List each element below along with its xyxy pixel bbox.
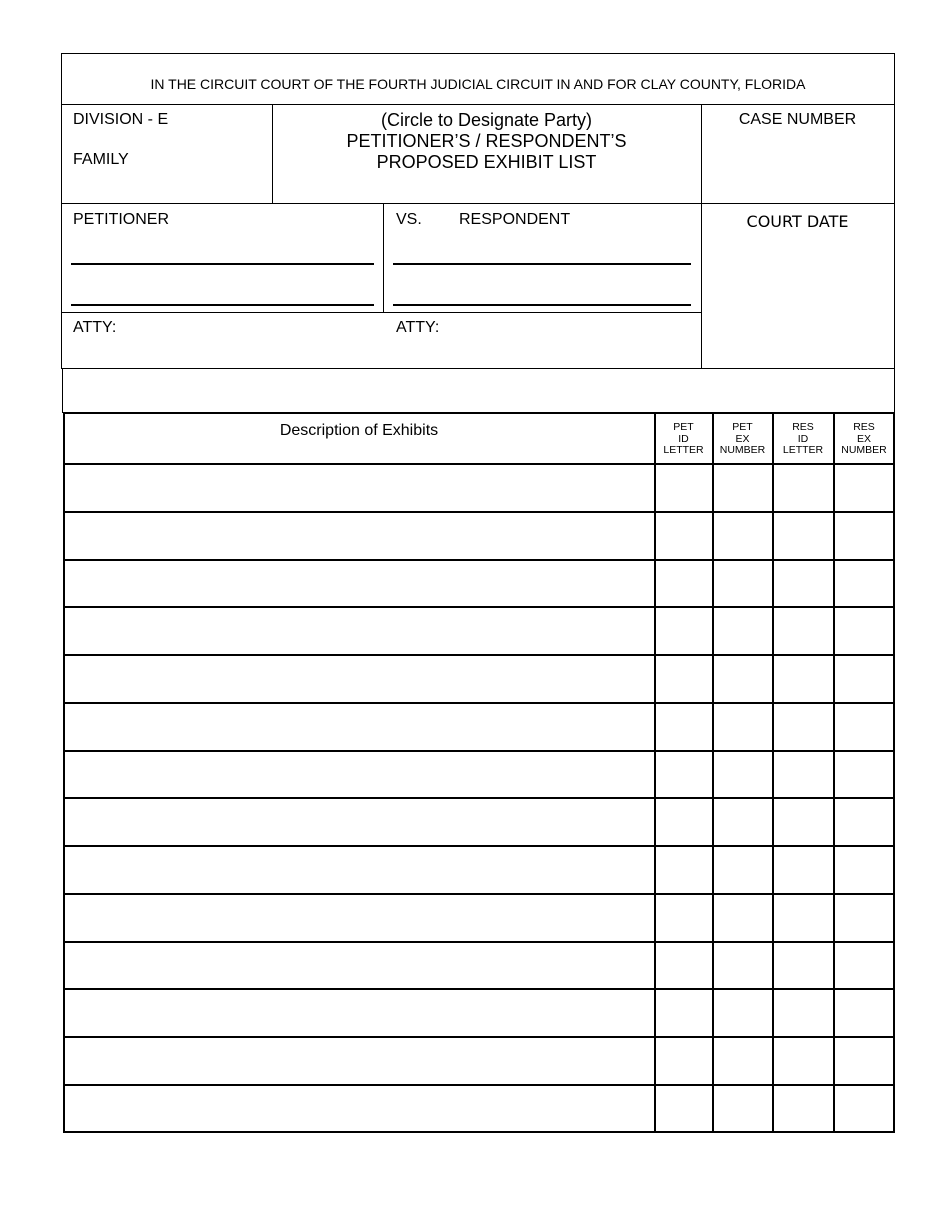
petitioner-name-line[interactable]	[71, 263, 374, 265]
pet-id-letter-cell[interactable]	[655, 464, 712, 510]
court-title: IN THE CIRCUIT COURT OF THE FOURTH JUDICIAL CIRCUIT IN AND FOR CLAY COUNTY, FLORIDA	[150, 76, 806, 92]
col-header-pet-ex-number	[713, 422, 772, 457]
pet-id-letter-cell[interactable]	[655, 989, 712, 1035]
respondent-name-line[interactable]	[393, 263, 691, 265]
col-header-line: EX	[856, 432, 871, 445]
pet-id-letter-cell[interactable]	[655, 894, 712, 940]
spacer-band	[62, 368, 895, 413]
exhibit-description-cell[interactable]	[64, 512, 654, 558]
respondent-name-line-2[interactable]	[393, 304, 691, 306]
col-header-line: LETTER	[782, 444, 824, 456]
divider-line	[383, 203, 384, 312]
col-header-line: ID	[678, 432, 689, 445]
exhibit-description-cell[interactable]	[64, 1085, 654, 1131]
form-title-main: PROPOSED EXHIBIT LIST	[376, 152, 597, 172]
res-id-letter-cell[interactable]	[773, 607, 833, 653]
case-number-label: CASE NUMBER	[738, 111, 857, 128]
pet-id-letter-cell[interactable]	[655, 751, 712, 797]
divider-line	[61, 312, 701, 313]
petitioner-name-line-2[interactable]	[71, 304, 374, 306]
col-header-line: RES	[792, 421, 814, 433]
res-id-letter-cell[interactable]	[773, 464, 833, 510]
pet-ex-number-cell[interactable]	[713, 798, 772, 844]
pet-id-letter-cell[interactable]	[655, 703, 712, 749]
exhibit-description-cell[interactable]	[64, 464, 654, 510]
pet-id-letter-cell[interactable]	[655, 560, 712, 606]
pet-ex-number-cell[interactable]	[713, 846, 772, 892]
petitioner-label: PETITIONER	[73, 211, 170, 228]
res-ex-number-cell[interactable]	[834, 942, 894, 988]
respondent-atty-label: ATTY:	[396, 319, 440, 336]
pet-id-letter-cell[interactable]	[655, 1085, 712, 1131]
exhibit-description-cell[interactable]	[64, 989, 654, 1035]
exhibit-description-cell[interactable]	[64, 942, 654, 988]
exhibit-description-cell[interactable]	[64, 607, 654, 653]
res-id-letter-cell[interactable]	[773, 846, 833, 892]
pet-ex-number-cell[interactable]	[713, 703, 772, 749]
pet-id-letter-cell[interactable]	[655, 942, 712, 988]
court-date-label: COURT DATE	[746, 212, 849, 231]
col-header-line: PET	[732, 421, 753, 433]
form-title-parties: PETITIONER’S / RESPONDENT’S	[346, 131, 627, 151]
res-id-letter-cell[interactable]	[773, 560, 833, 606]
col-header-res-id-letter	[773, 422, 833, 457]
pet-id-letter-cell[interactable]	[655, 846, 712, 892]
col-header-line: ID	[797, 432, 809, 445]
res-id-letter-cell[interactable]	[773, 512, 833, 558]
vs-label: VS.	[396, 211, 422, 228]
col-header-res-ex-number	[834, 422, 894, 457]
res-ex-number-cell[interactable]	[834, 655, 894, 701]
col-header-line: EX	[735, 432, 750, 445]
exhibit-description-cell[interactable]	[64, 894, 654, 940]
division-label: DIVISION - E	[73, 111, 169, 128]
petitioner-atty-label: ATTY:	[73, 319, 117, 336]
respondent-label: RESPONDENT	[459, 211, 571, 228]
res-ex-number-cell[interactable]	[834, 464, 894, 510]
res-ex-number-cell[interactable]	[834, 607, 894, 653]
exhibit-description-cell[interactable]	[64, 846, 654, 892]
pet-ex-number-cell[interactable]	[713, 942, 772, 988]
pet-id-letter-cell[interactable]	[655, 1037, 712, 1083]
pet-ex-number-cell[interactable]	[713, 560, 772, 606]
res-ex-number-cell[interactable]	[834, 798, 894, 844]
pet-ex-number-cell[interactable]	[713, 1085, 772, 1131]
divider-line	[701, 104, 702, 369]
divider-line	[61, 104, 895, 105]
exhibit-description-cell[interactable]	[64, 560, 654, 606]
res-ex-number-cell[interactable]	[834, 989, 894, 1035]
res-ex-number-cell[interactable]	[834, 512, 894, 558]
exhibit-description-cell[interactable]	[64, 1037, 654, 1083]
res-ex-number-cell[interactable]	[834, 703, 894, 749]
col-header-pet-id-letter	[655, 422, 712, 457]
pet-ex-number-cell[interactable]	[713, 607, 772, 653]
pet-ex-number-cell[interactable]	[713, 894, 772, 940]
pet-ex-number-cell[interactable]	[713, 751, 772, 797]
pet-ex-number-cell[interactable]	[713, 989, 772, 1035]
res-id-letter-cell[interactable]	[773, 798, 833, 844]
col-header-line: NUMBER	[841, 444, 887, 456]
pet-id-letter-cell[interactable]	[655, 512, 712, 558]
pet-ex-number-cell[interactable]	[713, 1037, 772, 1083]
pet-ex-number-cell[interactable]	[713, 655, 772, 701]
col-header-line: LETTER	[663, 444, 704, 456]
res-id-letter-cell[interactable]	[773, 751, 833, 797]
res-id-letter-cell[interactable]	[773, 942, 833, 988]
exhibit-description-cell[interactable]	[64, 703, 654, 749]
pet-id-letter-cell[interactable]	[655, 655, 712, 701]
res-ex-number-cell[interactable]	[834, 1085, 894, 1131]
res-id-letter-cell[interactable]	[773, 655, 833, 701]
res-ex-number-cell[interactable]	[834, 560, 894, 606]
col-header-line: RES	[853, 421, 875, 433]
exhibit-description-cell[interactable]	[64, 798, 654, 844]
description-header: Description of Exhibits	[279, 422, 439, 439]
res-ex-number-cell[interactable]	[834, 1037, 894, 1083]
res-id-letter-cell[interactable]	[773, 894, 833, 940]
res-id-letter-cell[interactable]	[773, 1037, 833, 1083]
family-label: FAMILY	[73, 151, 129, 168]
res-ex-number-cell[interactable]	[834, 751, 894, 797]
res-ex-number-cell[interactable]	[834, 894, 894, 940]
res-id-letter-cell[interactable]	[773, 703, 833, 749]
res-id-letter-cell[interactable]	[773, 989, 833, 1035]
res-ex-number-cell[interactable]	[834, 846, 894, 892]
exhibit-description-cell[interactable]	[64, 655, 654, 701]
pet-ex-number-cell[interactable]	[713, 512, 772, 558]
form-title-instruction: (Circle to Designate Party)	[380, 110, 593, 130]
res-id-letter-cell[interactable]	[773, 1085, 833, 1131]
pet-ex-number-cell[interactable]	[713, 464, 772, 510]
pet-id-letter-cell[interactable]	[655, 607, 712, 653]
form-title	[272, 110, 701, 173]
col-header-line: PET	[673, 421, 694, 433]
col-header-line: NUMBER	[719, 444, 766, 456]
exhibit-description-cell[interactable]	[64, 751, 654, 797]
divider-line	[61, 203, 895, 204]
pet-id-letter-cell[interactable]	[655, 798, 712, 844]
